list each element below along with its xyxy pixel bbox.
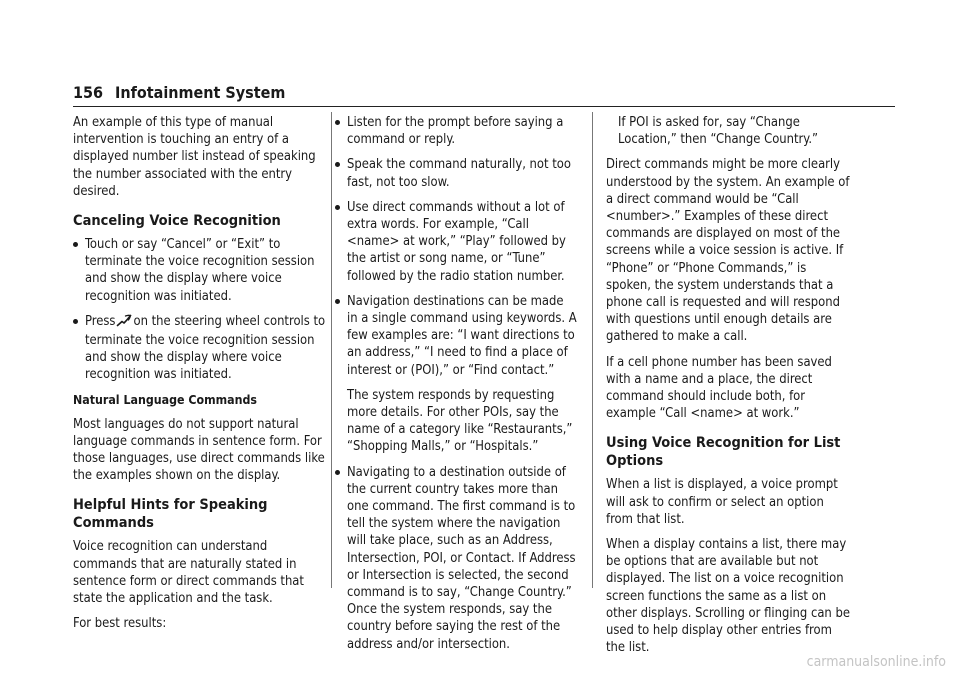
voice-recognition-icon — [116, 314, 132, 332]
hint-bullet-5: Navigating to a destination outside of the current country takes more than one command. The first command is to tell the system where the navigation will take place, such as an Address, Intersection, POI, or Contact. If Address or Intersection is selected, the second command is to say, “Change Country.” Once the system responds, say the country before saying the rest of the address and/or intersection. — [335, 464, 577, 653]
best-results-label: For best results: — [73, 616, 167, 632]
heading-list-options: Using Voice Recognition for List Options — [606, 435, 841, 470]
section-title: Infotainment System — [115, 83, 286, 102]
hint-bullet-1: Listen for the prompt before saying a command or reply. — [335, 114, 577, 148]
cancel-bullet-1: Touch or say “Cancel” or “Exit” to terminate the voice recognition session and show the display where voice recognition was initiated. — [73, 236, 327, 305]
column-3 — [606, 114, 852, 664]
hints-paragraph: Voice recognition can understand commands that are naturally stated in sentence form or direct commands that state the application and the task. — [73, 539, 304, 607]
watermark: carmanualsonline.info — [806, 654, 946, 670]
heading-helpful-hints: Helpful Hints for Speaking Commands — [73, 497, 268, 532]
heading-natural-language-commands: Natural Language Commands — [73, 392, 257, 407]
list-paragraph-1: When a list is displayed, a voice prompt will ask to confirm or select an option from that list. — [606, 477, 838, 527]
intro-paragraph: An example of this type of manual intervention is touching an entry of a displayed number list instead of speaking the number associated with the entry desired. — [73, 115, 316, 199]
direct-commands-paragraph: Direct commands might be more clearly understood by the system. An example of a direct command would be “Call <number>.” Examples of these direct commands are displayed on most of the screens while a voice session is active. If “Phone” or “Phone Commands,” is spoken, the system understands that a phone call is requested and will respond with questions until enough details are gathered to make a call. — [606, 157, 850, 345]
list-paragraph-2: When a display contains a list, there may be options that are available but not displayed. The list on a voice recognition screen functions the same as a list on other displays. Scrolling or flinging can be used to help display other entries from the list. — [606, 537, 850, 656]
hint-bullet-4-detail: The system responds by requesting more details. For other POIs, say the name of a category like “Restaurants,” “Shopping Malls,” or “Hospitals.” — [347, 387, 573, 455]
hint-bullet-3: Use direct commands without a lot of extra words. For example, “Call <name> at work,” “Play” followed by the artist or song name, or “Tune” followed by the radio station number. — [335, 199, 577, 285]
heading-canceling-voice-recognition: Canceling Voice Recognition — [73, 213, 281, 230]
page-number: 156 — [73, 83, 104, 102]
hint-bullet-2: Speak the command naturally, not too fast, not too slow. — [335, 156, 577, 190]
column-divider-1 — [331, 112, 332, 588]
column-divider-2 — [592, 112, 593, 588]
hint-bullet-4: Navigation destinations can be made in a single command using keywords. A few examples are: “I want directions to an address,” “I need to find a place of interest or (POI),” or “Find contact.” — [335, 293, 577, 379]
cancel-bullet-2-pre: Press — [85, 313, 116, 329]
continued-text: If POI is asked for, say “Change Location,” then “Change Country.” — [618, 115, 819, 148]
saved-phone-paragraph: If a cell phone number has been saved with a name and a place, the direct command should include both, for example “Call <name> at work.” — [606, 354, 832, 422]
cancel-bullet-2 — [73, 313, 327, 384]
cancel-bullet-2-post: on the steering wheel controls to terminate the voice recognition session and show the display where voice recognition was initiated. — [85, 313, 326, 383]
natural-language-paragraph: Most languages do not support natural language commands in sentence form. For those languages, use direct commands like the examples shown on the display. — [73, 416, 325, 484]
column-2 — [335, 114, 577, 661]
page-header — [73, 82, 895, 107]
column-1 — [73, 114, 327, 640]
